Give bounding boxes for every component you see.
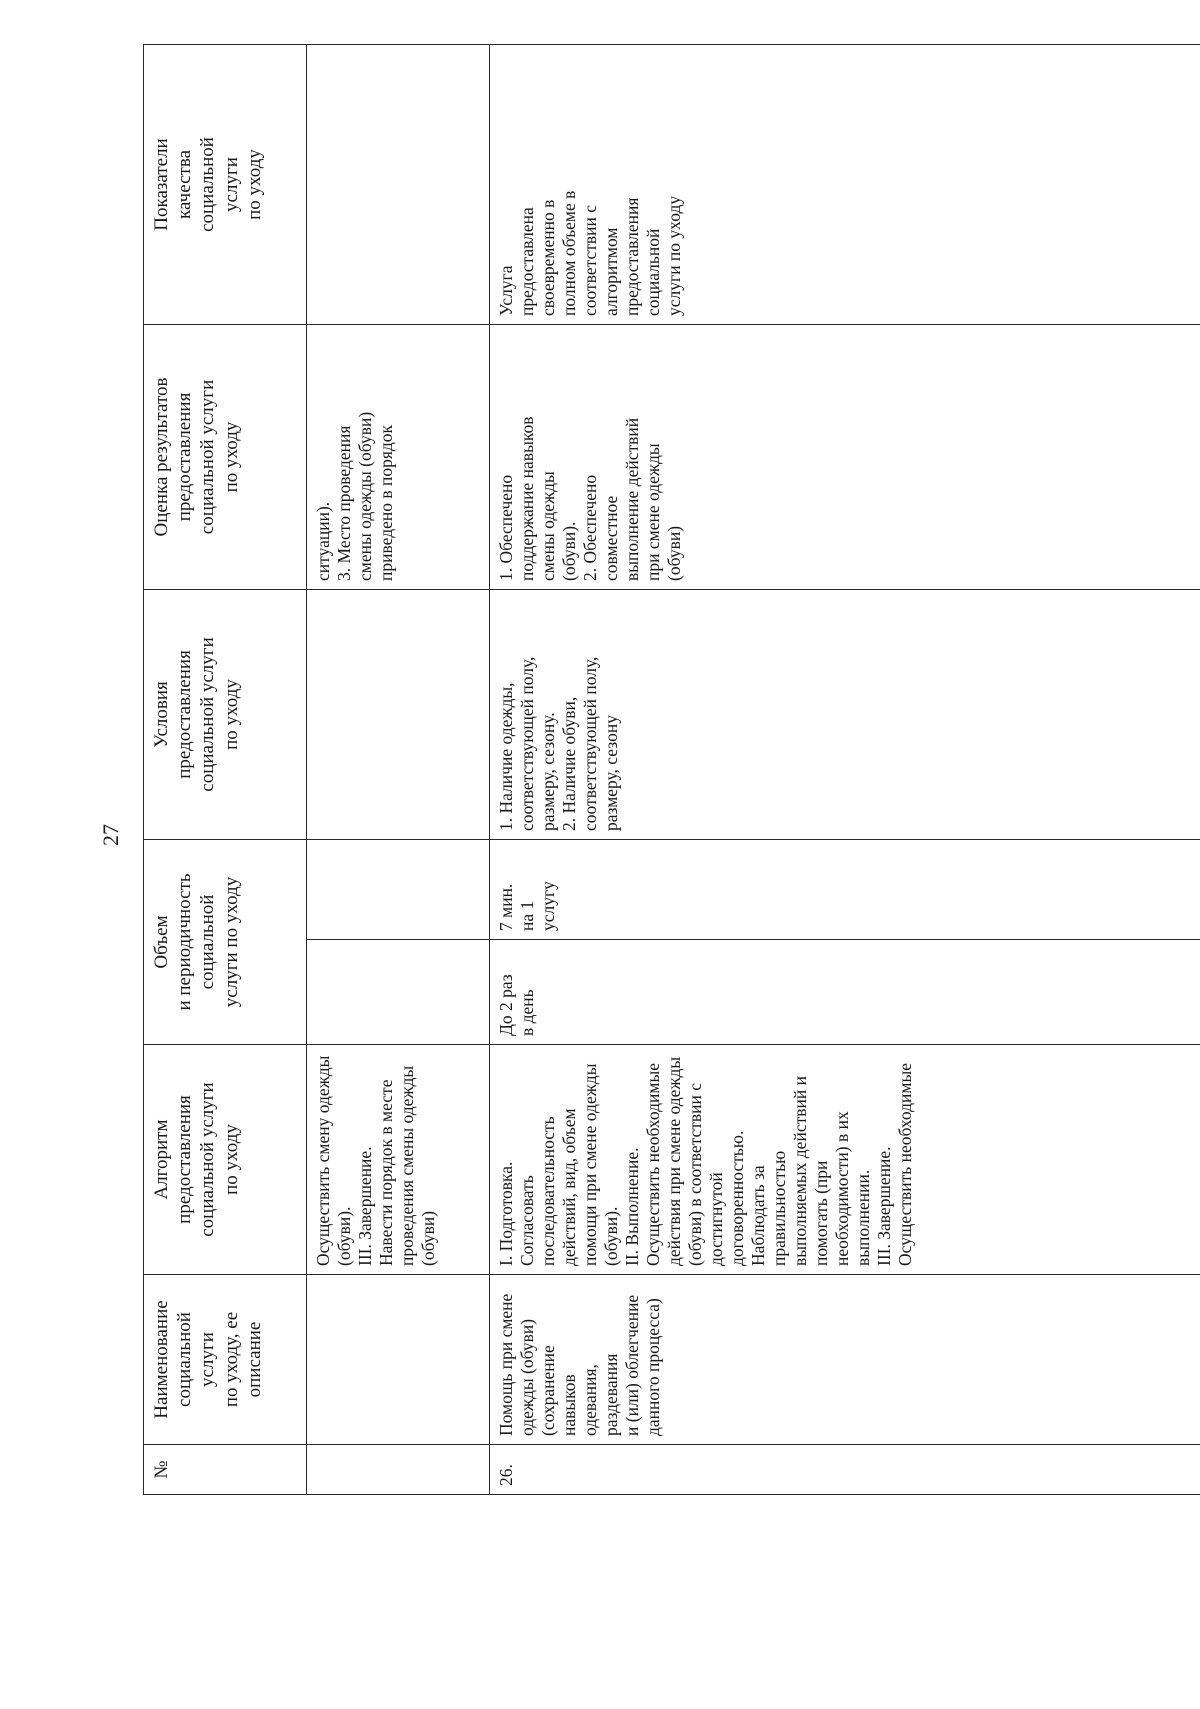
cell-conditions: 1. Наличие одежды, соответствующей полу, размеру, сезону. 2. Наличие обуви, соответствующей полу, размеру, сезону: [490, 589, 1200, 839]
social-care-services-table: [143, 44, 1200, 1495]
cell-evaluation: 1. Обеспечено поддержание навыков смены одежды (обуви). 2. Обеспечено совместное выполнение действий при смене одежды (обуви): [490, 324, 1200, 589]
cell-conditions: [307, 589, 490, 839]
cell-quality: Услуга предоставлена своевременно в полном объеме в соответствии с алгоритмом предоставления социальной услуги по уходу: [490, 44, 1200, 324]
service-table-container: [143, 45, 1200, 1495]
cell-number: 26.: [490, 1445, 1200, 1495]
cell-number: [307, 1445, 490, 1495]
table-header-row: [144, 44, 307, 1494]
cell-frequency: До 2 раз в день: [490, 940, 1200, 1045]
table-row: [307, 44, 490, 1494]
header-evaluation: Оценка результатов предоставления социальной услуги по уходу: [144, 324, 307, 589]
page-number: 27: [98, 824, 123, 846]
table-row: [490, 44, 1200, 1494]
header-service-name: Наименование социальной услуги по уходу, ее описание: [144, 1275, 307, 1445]
header-number: №: [144, 1445, 307, 1495]
cell-quality: [307, 44, 490, 324]
header-quality: Показатели качества социальной услуги по уходу: [144, 44, 307, 324]
header-algorithm: Алгоритм предоставления социальной услуги по уходу: [144, 1045, 307, 1275]
cell-frequency: [307, 940, 490, 1045]
cell-duration: [307, 839, 490, 939]
cell-service-name: [307, 1275, 490, 1445]
cell-service-name: Помощь при смене одежды (обуви) (сохранение навыков одевания, раздевания и (или) облегчение данного процесса): [490, 1275, 1200, 1445]
cell-duration: 7 мин. на 1 услугу: [490, 839, 1200, 939]
cell-algorithm: Осуществить смену одежды (обуви). III. Завершение. Навести порядок в месте проведения смены одежды (обуви): [307, 1045, 490, 1275]
cell-algorithm: I. Подготовка. Согласовать последовательность действий, вид, объем помощи при смене одежды (обуви). II. Выполнение. Осуществить необходимые действия при смене одежды (обуви) в соответствии с достигнутой договоренностью. Наблюдать за правильностью выполняемых действий и помогать (при необходимости) в их выполнении. III. Завершение. Осуществить необходимые: [490, 1045, 1200, 1275]
header-conditions: Условия предоставления социальной услуги по уходу: [144, 589, 307, 839]
header-volume-frequency: Объем и периодичность социальной услуги по уходу: [144, 839, 307, 1044]
cell-evaluation: ситуации). 3. Место проведения смены одежды (обуви) приведено в порядок: [307, 324, 490, 589]
